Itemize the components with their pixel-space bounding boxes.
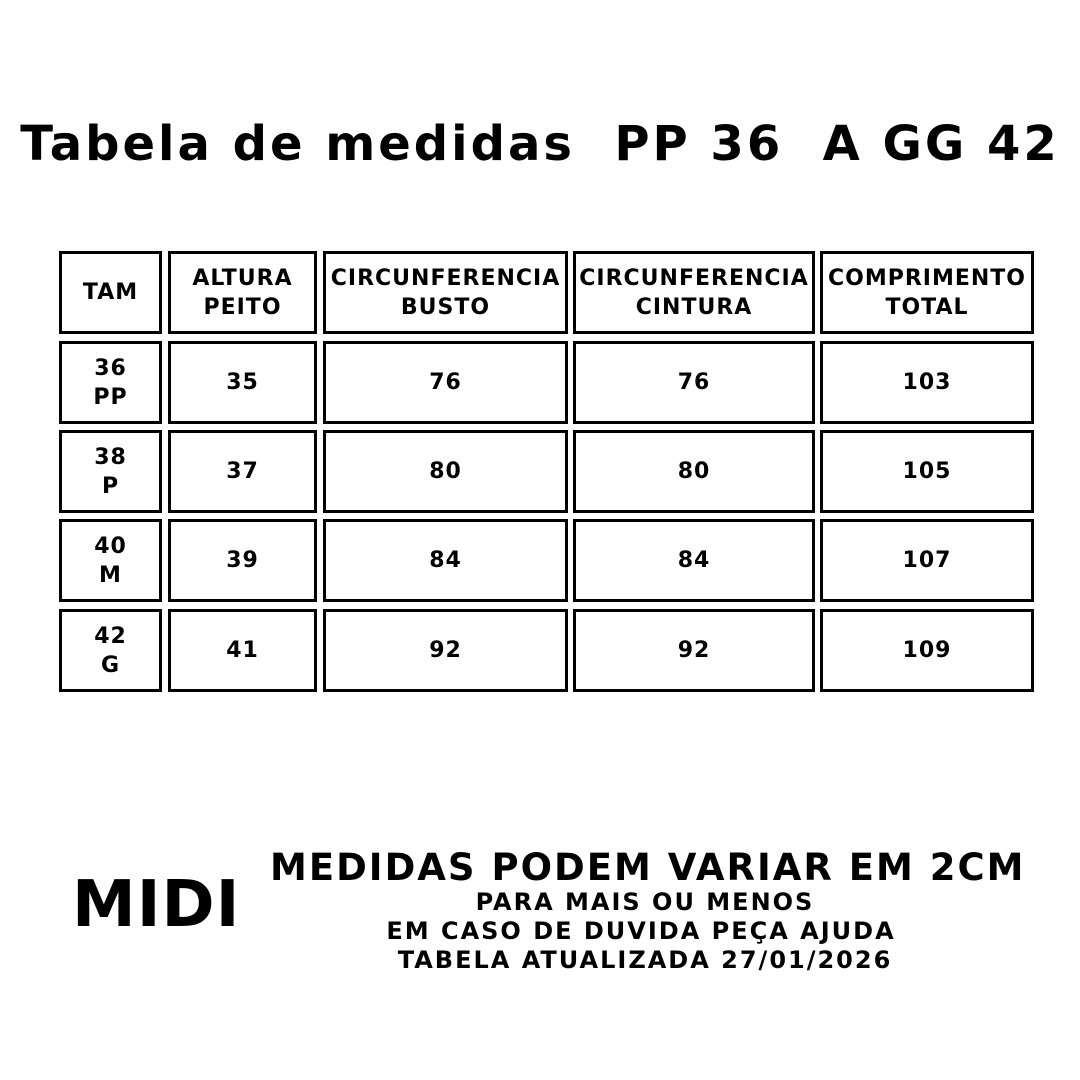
cintura-value: 84 — [573, 519, 815, 602]
variation-note: MEDIDAS PODEM VARIAR EM 2CM — [270, 846, 1026, 889]
header-altura-peito: ALTURA PEITO — [168, 251, 317, 334]
comprimento-value: 107 — [820, 519, 1034, 602]
altura-peito-value: 41 — [168, 609, 317, 692]
help-note: EM CASO DE DUVIDA PEÇA AJUDA — [386, 917, 896, 945]
header-comprimento-total: COMPRIMENTO TOTAL — [820, 251, 1034, 334]
updated-date-note: TABELA ATUALIZADA 27/01/2026 — [397, 946, 893, 974]
size-cell: 40 M — [59, 519, 162, 602]
header-circunferencia-cintura: CIRCUNFERENCIA CINTURA — [573, 251, 815, 334]
cintura-value: 92 — [573, 609, 815, 692]
comprimento-value: 109 — [820, 609, 1034, 692]
cintura-value: 80 — [573, 430, 815, 513]
busto-value: 80 — [323, 430, 568, 513]
comprimento-value: 105 — [820, 430, 1034, 513]
header-circunferencia-busto: CIRCUNFERENCIA BUSTO — [323, 251, 568, 334]
comprimento-value: 103 — [820, 341, 1034, 424]
size-cell: 36 PP — [59, 341, 162, 424]
busto-value: 84 — [323, 519, 568, 602]
variation-subnote: PARA MAIS OU MENOS — [475, 888, 815, 916]
busto-value: 76 — [323, 341, 568, 424]
cintura-value: 76 — [573, 341, 815, 424]
busto-value: 92 — [323, 609, 568, 692]
page-title: Tabela de medidas PP 36 A GG 42 — [20, 116, 1060, 172]
altura-peito-value: 37 — [168, 430, 317, 513]
size-cell: 38 P — [59, 430, 162, 513]
model-label: MIDI — [72, 868, 241, 942]
size-cell: 42 G — [59, 609, 162, 692]
altura-peito-value: 39 — [168, 519, 317, 602]
header-tam: TAM — [59, 251, 162, 334]
altura-peito-value: 35 — [168, 341, 317, 424]
